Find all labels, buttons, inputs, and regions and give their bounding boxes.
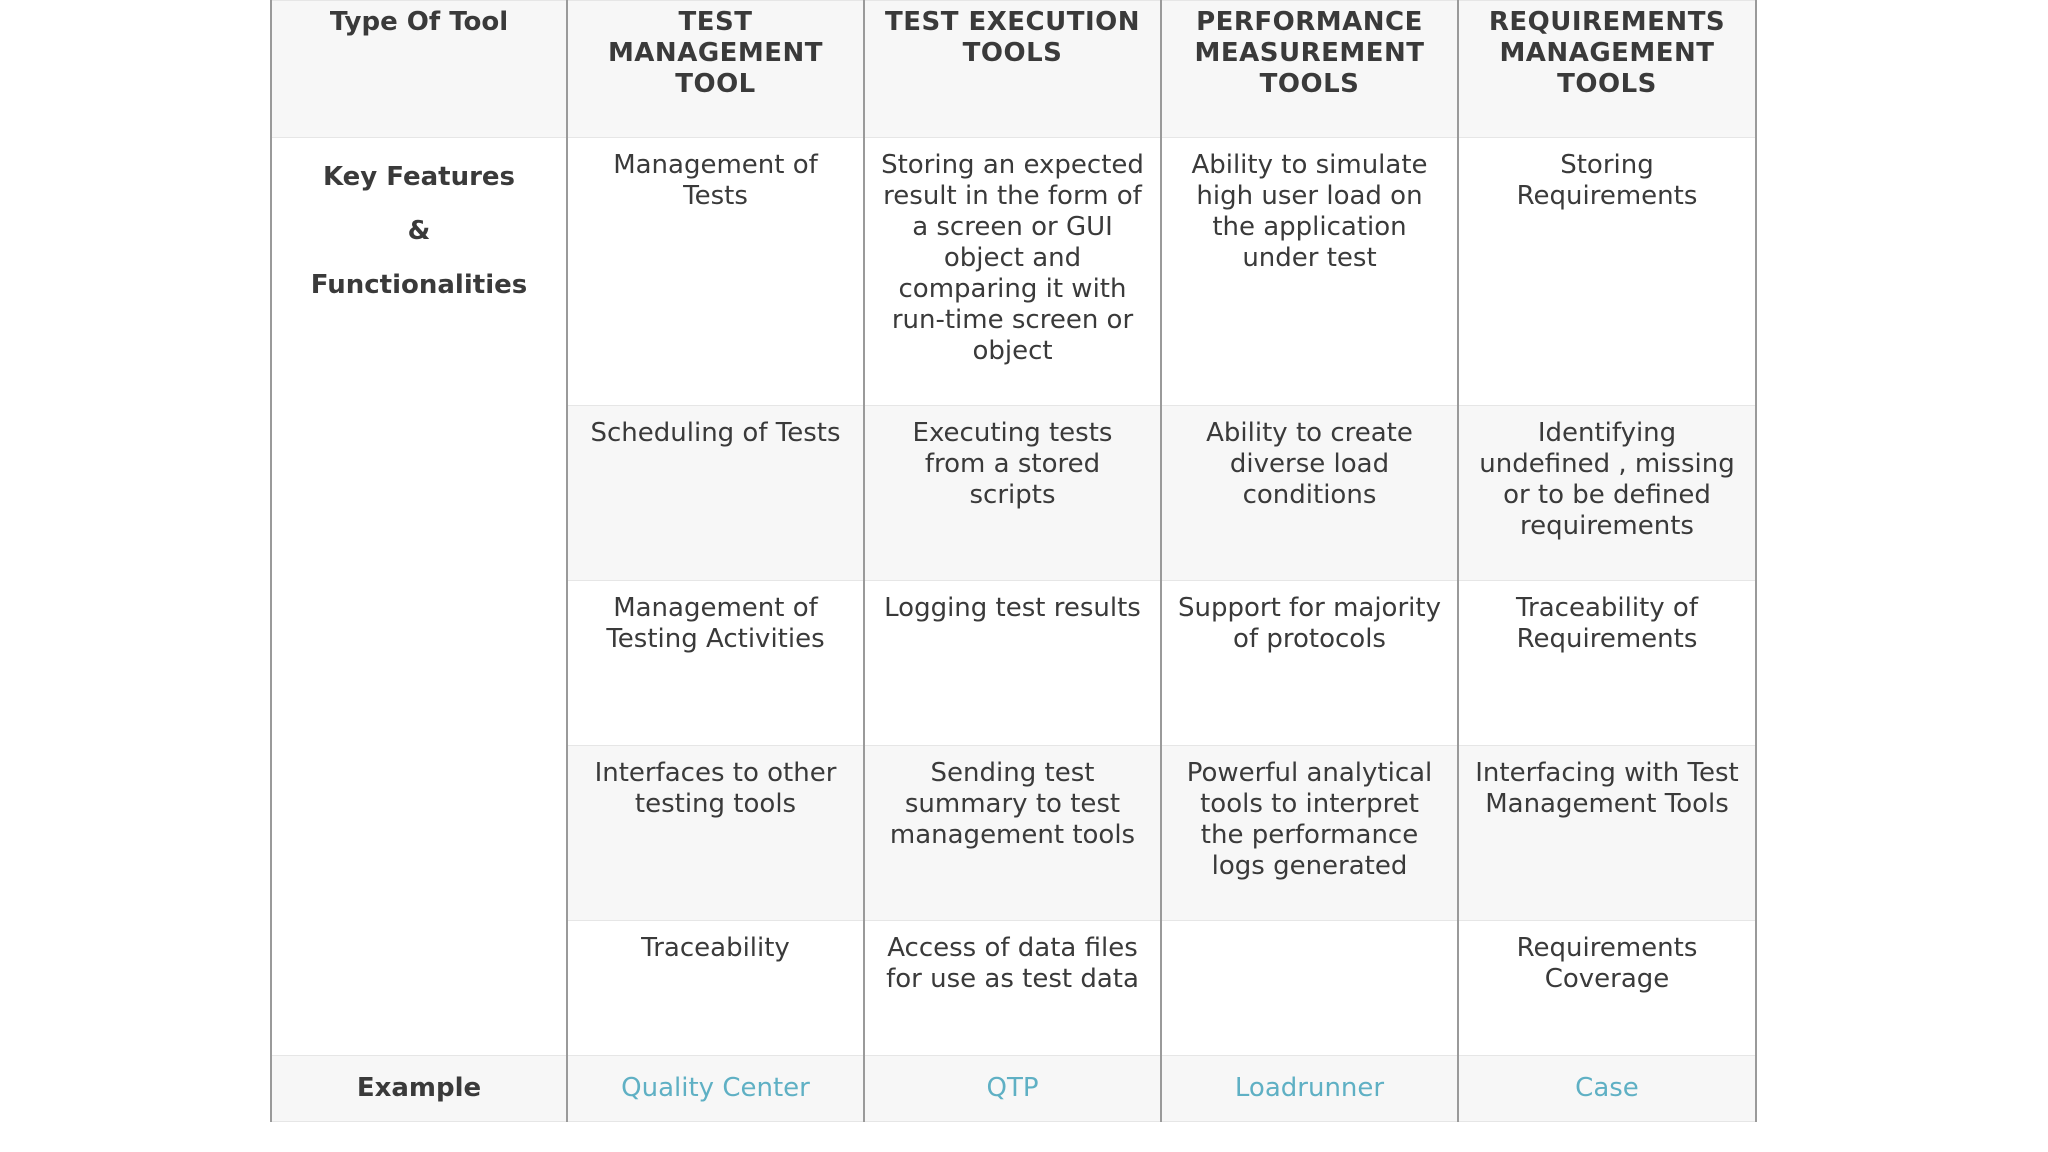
example-row — [271, 1056, 1756, 1122]
example-cell — [1458, 1056, 1756, 1122]
example-link-qtp[interactable]: QTP — [986, 1073, 1039, 1103]
key-features-line1: Key Features — [322, 162, 516, 192]
column-header-test-execution: TEST EXECUTION TOOLS — [864, 1, 1161, 138]
feature-cell: Logging test results — [864, 581, 1161, 746]
example-cell — [567, 1056, 864, 1122]
feature-cell: Storing an expected result in the form of a screen or GUI object and comparing it with run-time screen or object — [864, 138, 1161, 406]
column-header-test-management: TEST MANAGEMENT TOOL — [567, 1, 864, 138]
feature-cell: Scheduling of Tests — [567, 406, 864, 581]
example-cell — [1161, 1056, 1458, 1122]
feature-cell: Access of data files for use as test data — [864, 921, 1161, 1056]
example-label: Example — [271, 1056, 567, 1122]
column-header-requirements-management: REQUIREMENTS MANAGEMENT TOOLS — [1458, 1, 1756, 138]
key-features-line2: & — [407, 216, 431, 246]
tool-comparison-table — [270, 0, 1757, 1122]
feature-cell: Management of Tests — [567, 138, 864, 406]
example-link-case[interactable]: Case — [1575, 1073, 1639, 1103]
key-features-line3: Functionalities — [310, 270, 528, 300]
feature-row — [271, 138, 1756, 406]
column-header-performance-measurement: PERFORMANCE MEASUREMENT TOOLS — [1161, 1, 1458, 138]
feature-cell: Sending test summary to test management tools — [864, 746, 1161, 921]
feature-cell: Management of Testing Activities — [567, 581, 864, 746]
feature-cell: Executing tests from a stored scripts — [864, 406, 1161, 581]
feature-cell: Support for majority of protocols — [1161, 581, 1458, 746]
example-link-quality-center[interactable]: Quality Center — [621, 1073, 810, 1103]
key-features-label — [271, 138, 567, 1056]
feature-cell: Requirements Coverage — [1458, 921, 1756, 1056]
feature-cell-empty — [1161, 921, 1458, 1056]
header-row — [271, 1, 1756, 138]
feature-cell: Ability to create diverse load conditions — [1161, 406, 1458, 581]
feature-cell: Ability to simulate high user load on the application under test — [1161, 138, 1458, 406]
feature-cell: Storing Requirements — [1458, 138, 1756, 406]
example-cell — [864, 1056, 1161, 1122]
feature-cell: Powerful analytical tools to interpret the performance logs generated — [1161, 746, 1458, 921]
type-of-tool-label: Type Of Tool — [271, 1, 567, 138]
feature-cell: Interfaces to other testing tools — [567, 746, 864, 921]
feature-cell: Traceability of Requirements — [1458, 581, 1756, 746]
feature-cell: Identifying undefined , missing or to be defined requirements — [1458, 406, 1756, 581]
feature-cell: Interfacing with Test Management Tools — [1458, 746, 1756, 921]
feature-cell: Traceability — [567, 921, 864, 1056]
example-link-loadrunner[interactable]: Loadrunner — [1234, 1073, 1385, 1103]
